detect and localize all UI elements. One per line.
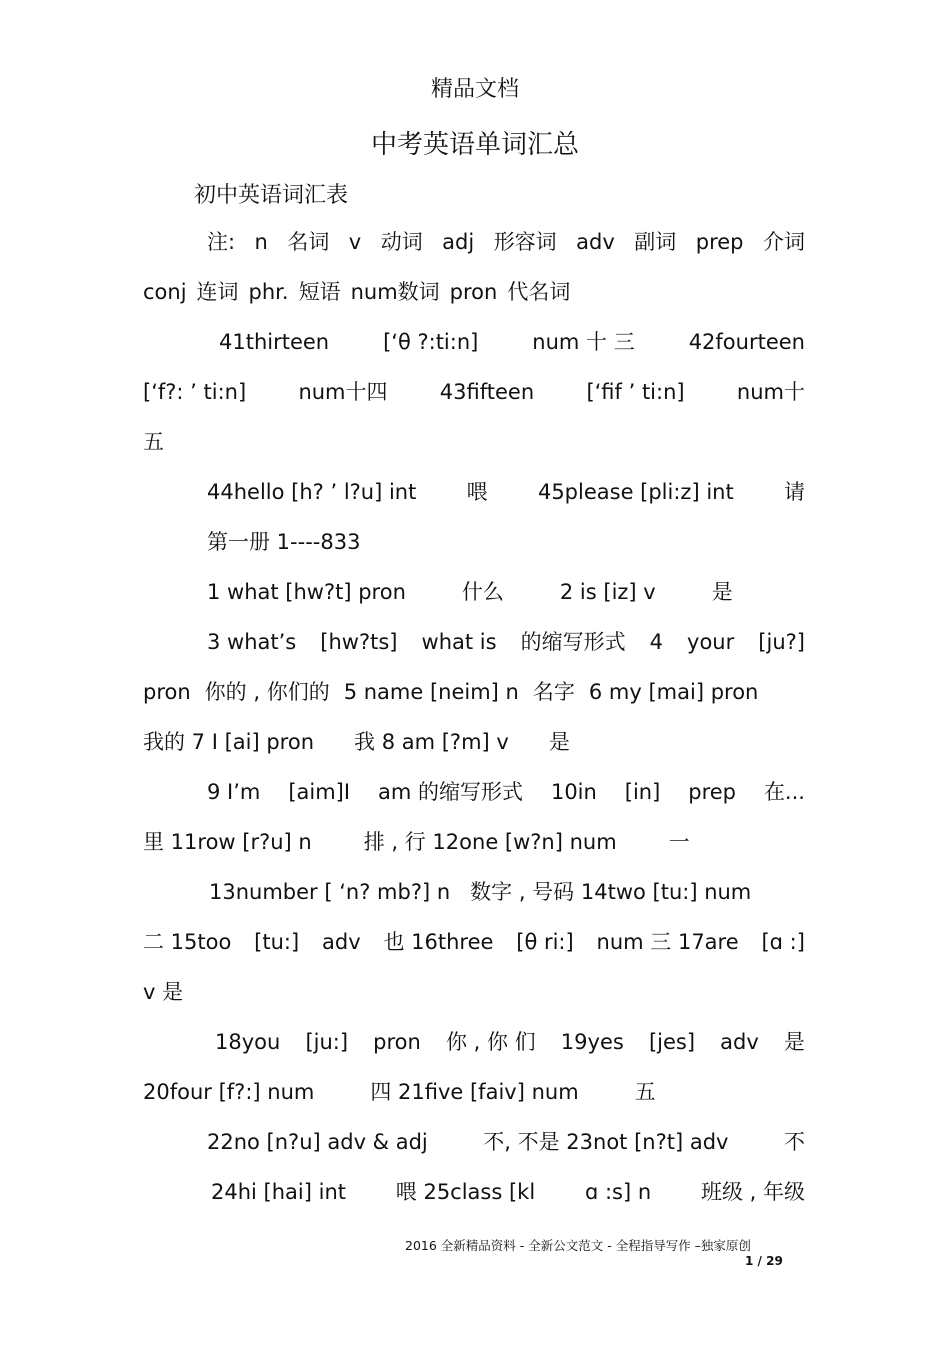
vocab-segment: 20four [f?:] num bbox=[143, 1080, 315, 1104]
vocab-segment: [ju?] bbox=[758, 630, 805, 654]
vocab-segment: 44hello [h? ’ l?u] int bbox=[207, 480, 417, 504]
vocab-segment: [‘fif ’ ti:n] bbox=[586, 380, 685, 404]
vocab-segment: 我的 7 I [ai] pron bbox=[143, 730, 315, 754]
vocab-segment: 18you bbox=[215, 1030, 281, 1054]
vocab-segment: adv bbox=[720, 1030, 759, 1054]
vocab-segment: 不 bbox=[783, 1130, 805, 1154]
vocab-segment: n bbox=[254, 230, 268, 254]
vocab-line bbox=[143, 924, 805, 974]
vocab-segment: 连词 bbox=[196, 280, 239, 304]
vocab-line bbox=[143, 474, 805, 524]
vocab-segment: 9 I’m bbox=[207, 780, 261, 804]
vocab-segment: num数词 bbox=[350, 280, 440, 304]
vocab-segment: 名词 bbox=[287, 230, 330, 254]
vocab-segment: 注: bbox=[207, 230, 236, 254]
vocab-line bbox=[143, 774, 805, 824]
vocabulary-body bbox=[143, 224, 805, 1224]
vocab-line bbox=[143, 624, 805, 674]
vocab-segment: adv bbox=[322, 930, 361, 954]
vocab-segment: 五 bbox=[143, 430, 164, 454]
vocab-segment: pron bbox=[449, 280, 498, 304]
vocab-segment: [hw?ts] bbox=[320, 630, 398, 654]
vocab-segment: 介词 bbox=[762, 230, 805, 254]
vocab-segment: [tu:] bbox=[254, 930, 300, 954]
vocab-segment: 喂 bbox=[466, 480, 488, 504]
vocab-segment: 10in bbox=[550, 780, 597, 804]
vocab-line bbox=[143, 274, 805, 324]
vocab-segment: 短语 bbox=[298, 280, 341, 304]
vocab-line bbox=[143, 874, 805, 924]
vocab-line bbox=[143, 224, 805, 274]
vocab-segment: 3 what’s bbox=[207, 630, 297, 654]
vocab-segment: 24hi [hai] int bbox=[211, 1180, 346, 1204]
vocab-segment: prep bbox=[695, 230, 744, 254]
vocab-segment: v bbox=[348, 230, 362, 254]
vocab-segment: adj bbox=[442, 230, 475, 254]
vocab-line bbox=[143, 974, 805, 1024]
vocab-segment: 22no [n?u] adv & adj bbox=[207, 1130, 428, 1154]
vocab-line bbox=[143, 1124, 805, 1174]
vocab-segment: 你 , 你 们 bbox=[445, 1030, 536, 1054]
vocab-segment: adv bbox=[576, 230, 615, 254]
vocab-segment: 的缩写形式 bbox=[520, 630, 626, 654]
vocab-line bbox=[143, 674, 805, 724]
vocab-segment: 6 my [mai] pron bbox=[588, 680, 759, 704]
vocab-segment: pron bbox=[143, 680, 191, 704]
vocab-segment: 什么 bbox=[461, 580, 504, 604]
vocab-segment: [aim]I bbox=[288, 780, 351, 804]
vocab-segment: [‘θ ?:ti:n] bbox=[383, 330, 479, 354]
page-header: 精品文档 bbox=[430, 77, 519, 102]
vocab-line bbox=[143, 574, 805, 624]
vocab-segment: num十 bbox=[736, 380, 805, 404]
vocab-segment: 也 16three bbox=[383, 930, 494, 954]
vocab-segment: [‘f?: ’ ti:n] bbox=[143, 380, 247, 404]
vocab-segment: 名字 bbox=[532, 680, 575, 704]
vocab-segment: 我 8 am [?m] v bbox=[354, 730, 509, 754]
vocab-segment: ɑ :s] n bbox=[584, 1180, 652, 1204]
vocab-line bbox=[143, 524, 805, 574]
vocab-segment: 不, 不是 23not [n?t] adv bbox=[483, 1130, 729, 1154]
vocab-segment: [jes] bbox=[648, 1030, 696, 1054]
vocab-segment: 喂 25class [kl bbox=[395, 1180, 536, 1204]
vocab-segment: num 三 17are bbox=[596, 930, 739, 954]
vocab-segment: pron bbox=[373, 1030, 421, 1054]
vocab-segment: 19yes bbox=[560, 1030, 624, 1054]
vocab-segment: 副词 bbox=[634, 230, 677, 254]
vocab-segment: 13number [ ‘n? mb?] n bbox=[209, 880, 451, 904]
vocab-segment: 动词 bbox=[380, 230, 423, 254]
vocab-segment: 4 bbox=[649, 630, 663, 654]
page-number: 1 / 29 bbox=[745, 1254, 783, 1268]
vocab-segment: 排 , 行 12one [w?n] num bbox=[363, 830, 617, 854]
vocab-line bbox=[143, 424, 805, 474]
vocab-segment: 里 11row [r?u] n bbox=[143, 830, 312, 854]
vocab-segment: 是 bbox=[711, 580, 733, 604]
vocab-segment: 是 bbox=[548, 730, 570, 754]
vocab-segment: prep bbox=[688, 780, 736, 804]
vocab-segment: what is bbox=[421, 630, 497, 654]
vocab-segment: v 是 bbox=[143, 980, 184, 1004]
vocab-segment: [θ ri:] bbox=[516, 930, 574, 954]
vocab-line bbox=[143, 824, 805, 874]
vocab-segment: 一 bbox=[668, 830, 690, 854]
vocab-segment: 5 name [neim] n bbox=[343, 680, 519, 704]
vocab-line bbox=[143, 324, 805, 374]
vocab-line bbox=[143, 1174, 805, 1224]
vocab-segment: 在... bbox=[763, 780, 805, 804]
vocab-segment: 二 15too bbox=[143, 930, 232, 954]
vocab-segment: phr. bbox=[248, 280, 289, 304]
vocab-segment: 43fifteen bbox=[439, 380, 535, 404]
vocab-line bbox=[143, 724, 805, 774]
vocab-line bbox=[143, 1074, 805, 1124]
vocab-segment: 是 bbox=[783, 1030, 805, 1054]
vocab-segment: your bbox=[687, 630, 735, 654]
vocab-segment: [ju:] bbox=[305, 1030, 349, 1054]
vocab-segment: 代名词 bbox=[507, 280, 571, 304]
document-subtitle: 初中英语词汇表 bbox=[194, 183, 349, 208]
vocab-segment: 45please [pli:z] int bbox=[537, 480, 734, 504]
vocab-segment: conj bbox=[143, 280, 187, 304]
vocab-segment: 形容词 bbox=[493, 230, 557, 254]
page-footer: 2016 全新精品资料 - 全新公文范文 - 全程指导写作 –独家原创 bbox=[405, 1238, 751, 1253]
vocab-segment: 第一册 1----833 bbox=[207, 530, 361, 554]
vocab-segment: 1 what [hw?t] pron bbox=[207, 580, 406, 604]
vocab-segment: 2 is [iz] v bbox=[559, 580, 656, 604]
vocab-segment: 请 bbox=[784, 480, 805, 504]
vocab-segment: 你的 , 你们的 bbox=[204, 680, 330, 704]
vocab-segment: num十四 bbox=[298, 380, 388, 404]
vocab-segment: 数字 , 号码 14two [tu:] num bbox=[470, 880, 752, 904]
vocab-segment: 四 21five [faiv] num bbox=[370, 1080, 579, 1104]
vocab-line bbox=[143, 1024, 805, 1074]
vocab-segment: [in] bbox=[624, 780, 661, 804]
vocab-segment: 班级 , 年级 bbox=[700, 1180, 805, 1204]
vocab-segment: 42fourteen bbox=[688, 330, 805, 354]
vocab-segment: [ɑ :] bbox=[761, 930, 805, 954]
vocab-segment: num 十 三 bbox=[532, 330, 635, 354]
document-title: 中考英语单词汇总 bbox=[370, 130, 579, 160]
vocab-line bbox=[143, 374, 805, 424]
vocab-segment: am 的缩写形式 bbox=[378, 780, 524, 804]
vocab-segment: 五 bbox=[634, 1080, 656, 1104]
vocab-segment: 41thirteen bbox=[219, 330, 330, 354]
